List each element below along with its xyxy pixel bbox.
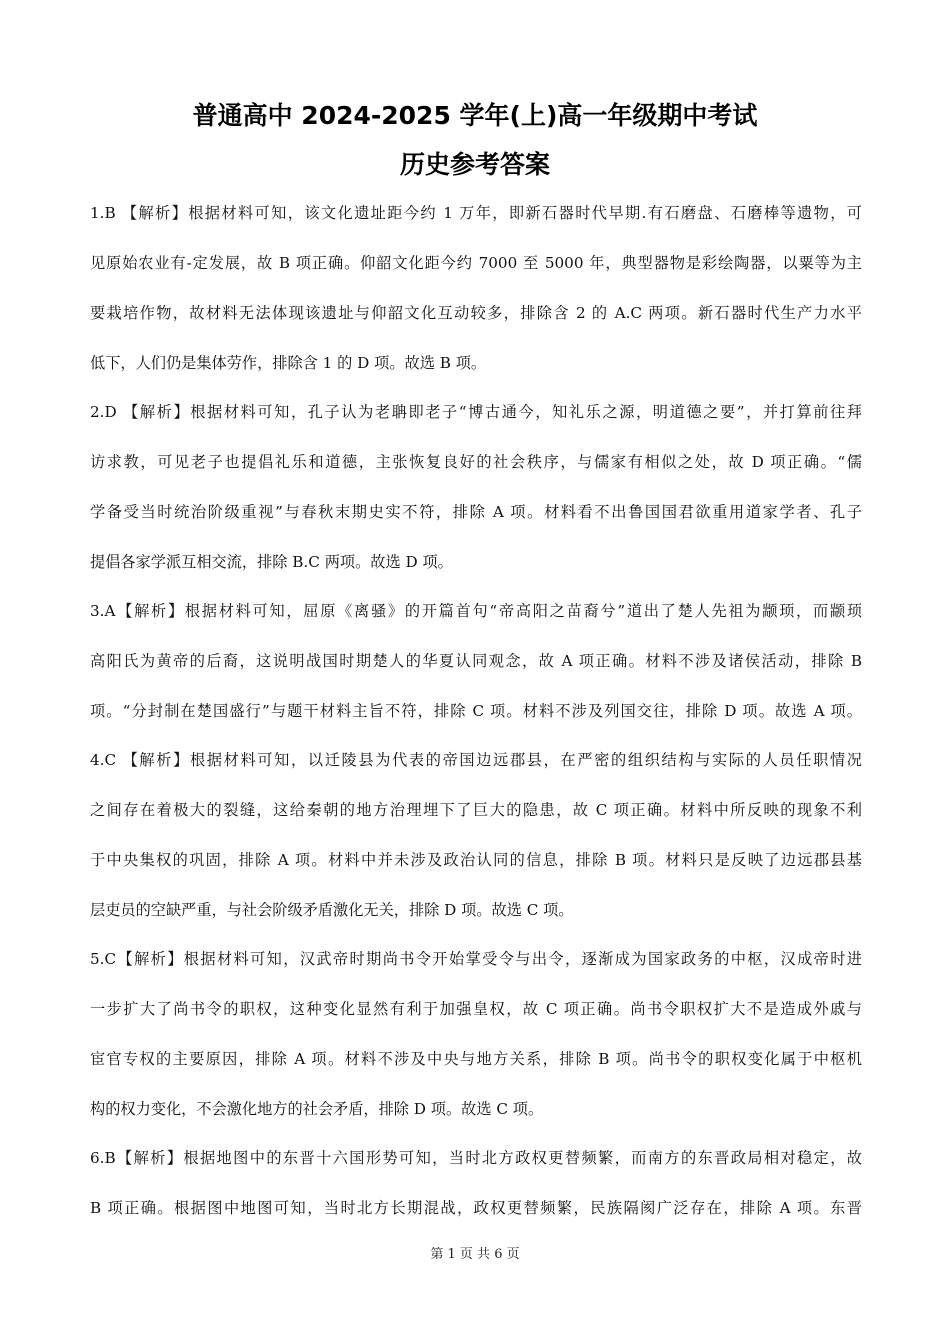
answer-line: 低下，人们仍是集体劳作，排除含 1 的 D 项。故选 B 项。: [90, 354, 487, 372]
answer-line: 项。“分封制在楚国盛行”与题干材料主旨不符，排除 C 项。材料不涉及列国交往，排除 D 项。故选 A 项。: [90, 702, 862, 720]
answer-line: 4.C 【解析】根据材料可知，以迁陵县为代表的帝国边远郡县，在严密的组织结构与实际的人员任职情况: [90, 751, 862, 769]
answer-line: 提倡各家学派互相交流，排除 B.C 两项。故选 D 项。: [90, 553, 453, 571]
answer-line: 5.C【解析】根据材料可知，汉武帝时期尚书令开始掌受令与出令，逐渐成为国家政务的中枢，汉成帝时进: [90, 950, 862, 968]
answer-line: 层吏员的空缺严重，与社会阶级矛盾激化无关，排除 D 项。故选 C 项。: [90, 901, 574, 919]
answer-line: 之间存在着极大的裂缝，这给秦朝的地方治理埋下了巨大的隐患，故 C 项正确。材料中所反映的现象不利: [90, 801, 862, 819]
answer-line: B 项正确。根据图中地图可知，当时北方长期混战，政权更替频繁，民族隔阂广泛存在，排除 A 项。东晋: [90, 1199, 862, 1217]
answer-line: 一步扩大了尚书令的职权，这种变化显然有利于加强皇权，故 C 项正确。尚书令职权扩大不是造成外戚与: [90, 1000, 862, 1018]
answer-line: 访求教，可见老子也提倡礼乐和道德，主张恢复良好的社会秩序，与儒家有相似之处，故 D 项正确。“儒: [90, 453, 862, 471]
answer-line: 学备受当时统治阶级重视”与春秋末期史实不符，排除 A 项。材料看不出鲁国国君欲重用道家学者、孔子: [90, 503, 862, 521]
answer-line: 3.A【解析】根据材料可知，屈原《离骚》的开篇首句“帝高阳之苗裔兮”道出了楚人先祖为颛顼，而颛顼: [90, 602, 862, 620]
answer-line: 见原始农业有-定发展，故 B 项正确。仰韶文化距今约 7000 至 5000 年，典型器物是彩绘陶器，以粟等为主: [90, 254, 862, 272]
answer-2: [90, 387, 862, 587]
exam-subtitle: 历史参考答案: [399, 150, 550, 179]
answer-line: 1.B 【解析】根据材料可知，该文化遗址距今约 1 万年，即新石器时代早期.有石磨盘、石磨棒等遗物，可: [90, 204, 862, 222]
exam-title: 普通高中 2024-2025 学年(上)高一年级期中考试: [192, 101, 758, 130]
answer-line: 宦官专权的主要原因，排除 A 项。材料不涉及中央与地方关系，排除 B 项。尚书令的职权变化属于中枢机: [90, 1050, 862, 1068]
answer-line: 于中央集权的巩固，排除 A 项。材料中并未涉及政治认同的信息，排除 B 项。材料只是反映了边远郡县基: [90, 851, 862, 869]
answer-6: [90, 1133, 862, 1233]
answer-line: 高阳氏为黄帝的后裔，这说明战国时期楚人的华夏认同观念，故 A 项正确。材料不涉及诸侯活动，排除 B: [90, 652, 862, 670]
answer-line: 6.B【解析】根据地图中的东晋十六国形势可知，当时北方政权更替频繁，而南方的东晋政局相对稳定，故: [90, 1149, 862, 1167]
answer-line: 2.D 【解析】根据材料可知，孔子认为老聃即老子“博古通今，知礼乐之源，明道德之要”，并打算前往拜: [90, 403, 862, 421]
answer-3: [90, 586, 862, 736]
answer-line: 要栽培作物，故材料无法体现该遗址与仰韶文化互动较多，排除含 2 的 A.C 两项。新石器时代生产力水平: [90, 304, 862, 322]
page-footer: 第 1 页 共 6 页: [430, 1247, 520, 1262]
answer-1: [90, 188, 862, 388]
answer-5: [90, 934, 862, 1134]
answer-line: 构的权力变化，不会激化地方的社会矛盾，排除 D 项。故选 C 项。: [90, 1100, 544, 1118]
answer-4: [90, 735, 862, 935]
